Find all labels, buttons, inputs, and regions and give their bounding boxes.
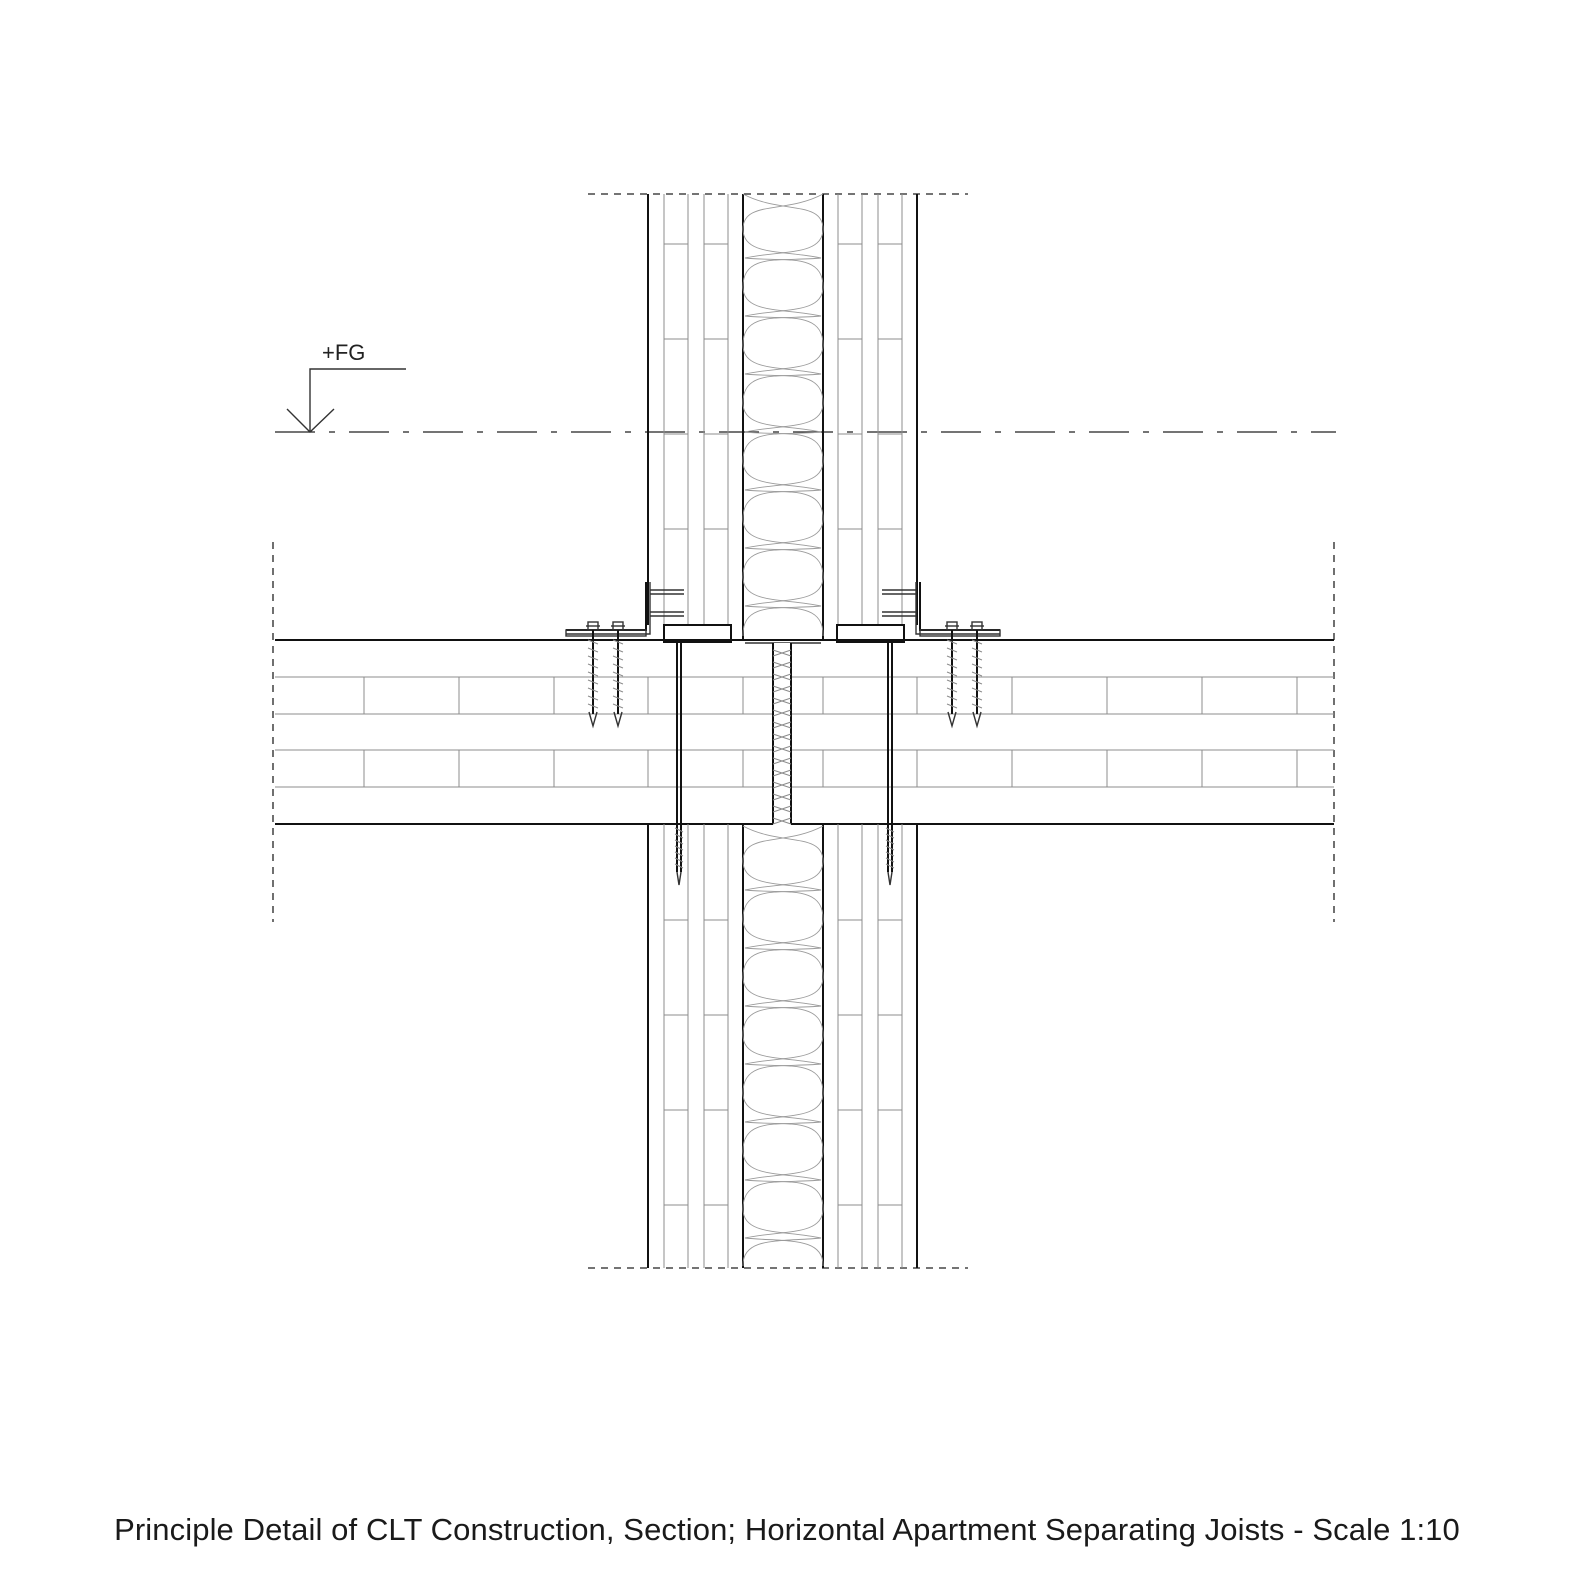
level-marker-label: +FG	[322, 340, 366, 365]
drawing-caption: Principle Detail of CLT Construction, Section; Horizontal Apartment Separating Joists - Scale 1:10	[114, 1512, 1460, 1547]
floor-slab	[275, 640, 1334, 824]
angle-bracket-left	[566, 582, 684, 636]
lower-wall	[648, 824, 917, 1268]
upper-wall	[648, 194, 917, 640]
slab-break-lines	[273, 542, 1334, 922]
level-marker	[275, 340, 1336, 432]
